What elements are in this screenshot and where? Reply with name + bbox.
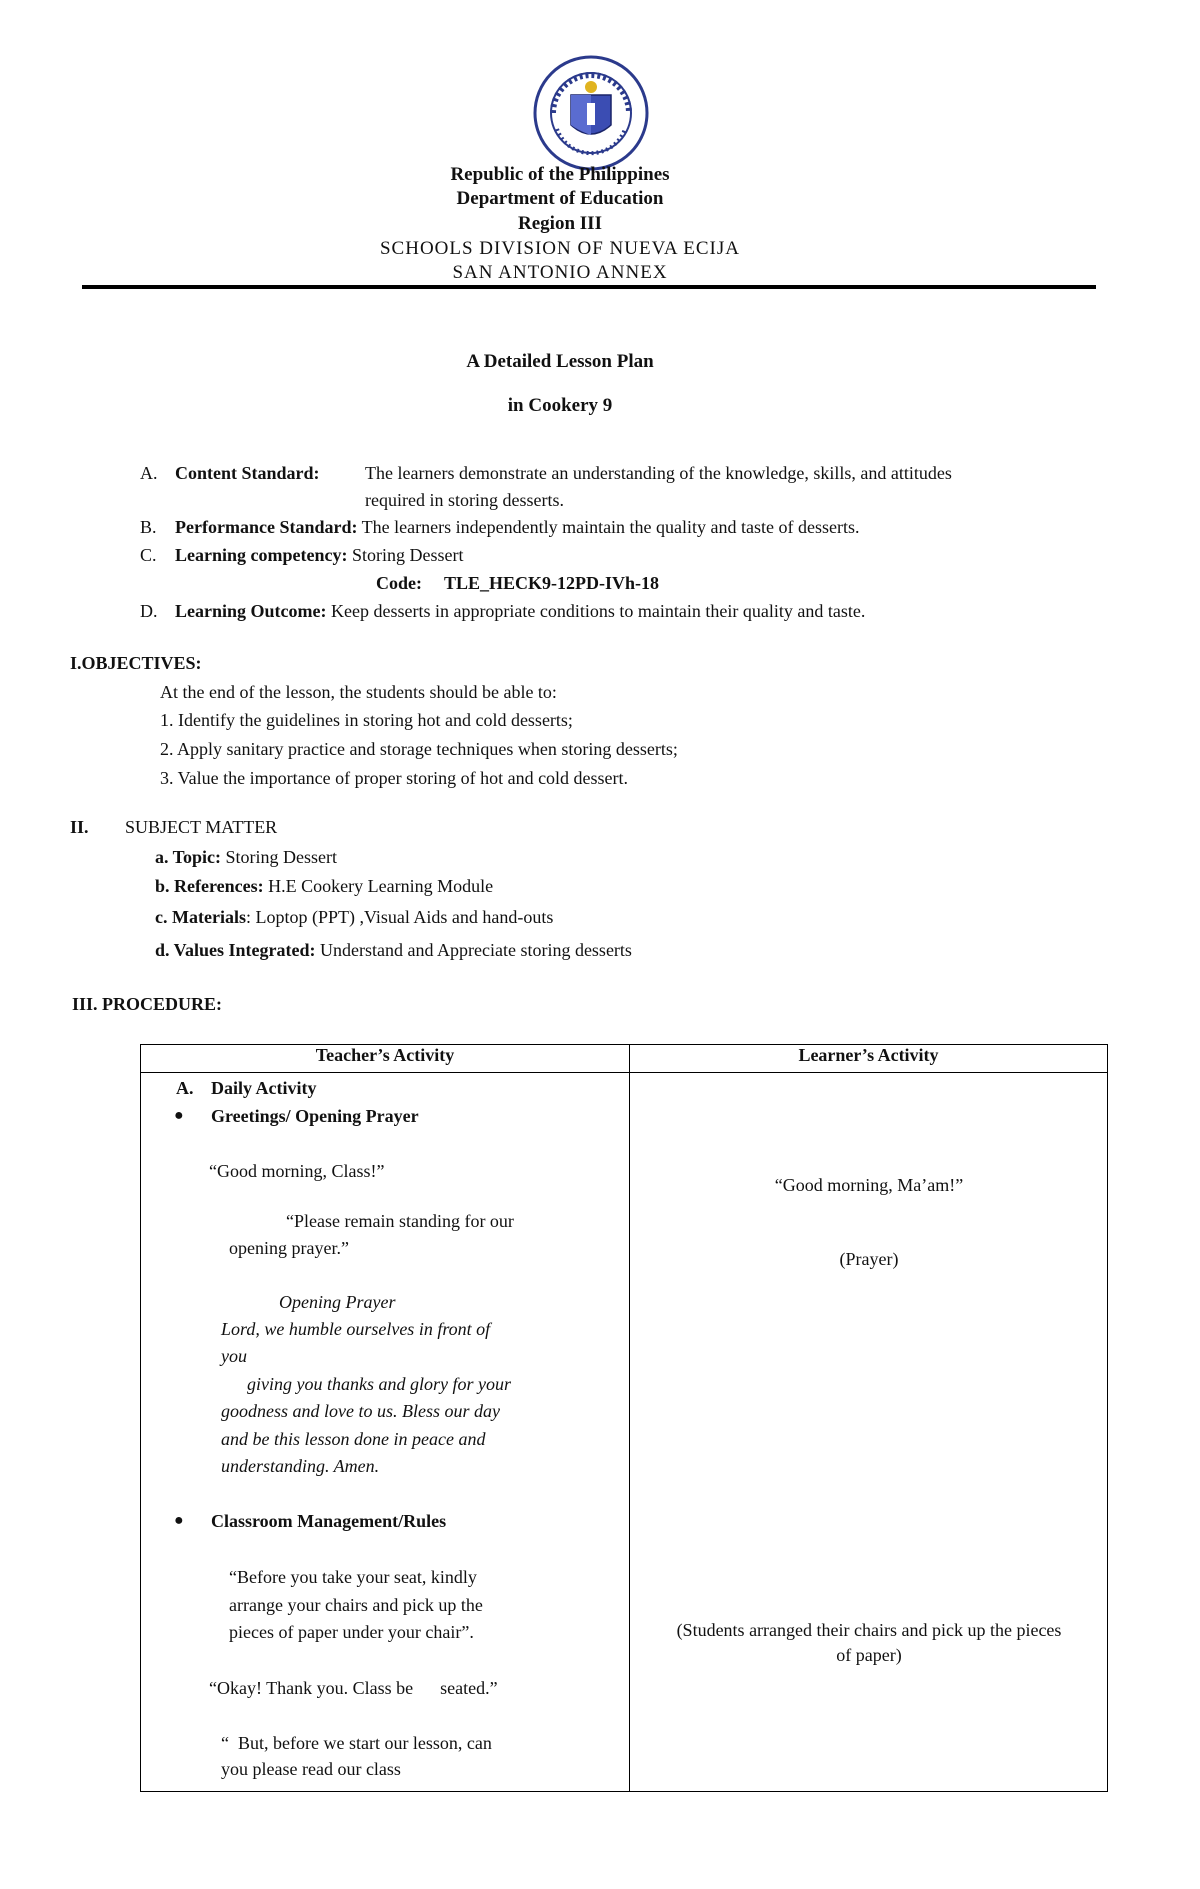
prayer-line: and be this lesson done in peace and: [221, 1429, 486, 1449]
subject-materials: [155, 905, 553, 929]
prayer-line: you: [221, 1346, 247, 1366]
subject-matter-numeral: II.: [70, 817, 89, 837]
greetings-bullet: Greetings/ Opening Prayer: [211, 1106, 419, 1126]
values-label: d. Values Integrated:: [155, 940, 316, 960]
header-division: SCHOOLS DIVISION OF NUEVA ECIJA: [379, 238, 740, 259]
learning-outcome-label: Learning Outcome:: [175, 601, 327, 621]
teacher-activity-header: Teacher’s Activity: [141, 1045, 630, 1073]
header-republic: Republic of the Philippines: [450, 164, 670, 185]
subject-values: [155, 938, 632, 962]
learner-prayer: (Prayer): [839, 1249, 899, 1269]
standard-c-marker: C.: [140, 545, 157, 565]
teacher-before-seat: “Before you take your seat, kindly: [229, 1567, 477, 1587]
header-school: SAN ANTONIO ANNEX: [452, 262, 668, 283]
performance-standard-label: Performance Standard:: [175, 517, 358, 537]
teacher-before-lesson-cont: you please read our class: [221, 1759, 401, 1779]
prayer-line: giving you thanks and glory for your: [247, 1374, 511, 1394]
code-label: Code:: [376, 573, 422, 593]
teacher-activity-cell: [141, 1073, 630, 1792]
learner-activity-header: Learner’s Activity: [630, 1045, 1108, 1073]
objectives-intro: At the end of the lesson, the students should be able to:: [160, 682, 557, 702]
lesson-plan-subject: in Cookery 9: [507, 395, 613, 416]
lesson-plan-title: A Detailed Lesson Plan: [466, 351, 654, 372]
references-label: b. References:: [155, 876, 264, 896]
standard-d-marker: D.: [140, 601, 158, 621]
teacher-before-seat-cont: pieces of paper under your chair”.: [229, 1622, 474, 1642]
standard-b-marker: B.: [140, 517, 157, 537]
objective-item: 1. Identify the guidelines in storing hot and cold desserts;: [160, 710, 573, 730]
content-standard-label: Content Standard:: [175, 463, 320, 483]
objective-item: 2. Apply sanitary practice and storage techniques when storing desserts;: [160, 739, 678, 759]
learning-outcome-text: Keep desserts in appropriate conditions to maintain their quality and taste.: [330, 601, 866, 621]
materials-value: : Loptop (PPT) ,Visual Aids and hand-outs: [245, 907, 554, 927]
subject-matter-heading: SUBJECT MATTER: [125, 817, 278, 837]
materials-label: c. Materials: [155, 907, 246, 927]
teacher-greeting: “Good morning, Class!”: [209, 1161, 385, 1181]
topic-label: a. Topic:: [155, 847, 222, 867]
subject-references: [155, 874, 493, 898]
prayer-line: understanding. Amen.: [221, 1456, 380, 1476]
header-divider: [82, 285, 1096, 289]
teacher-remain-standing-cont: opening prayer.”: [229, 1238, 349, 1258]
section-a-marker: A.: [176, 1078, 194, 1098]
header-region: Region III: [518, 213, 602, 234]
prayer-line: Lord, we humble ourselves in front of: [221, 1319, 491, 1339]
standard-a-marker: A.: [140, 463, 158, 483]
procedure-table: [140, 1044, 1108, 1792]
deped-seal-logo: [533, 55, 649, 171]
procedure-heading: III. PROCEDURE:: [72, 994, 223, 1014]
learner-greeting-reply: “Good morning, Ma’am!”: [774, 1175, 964, 1195]
content-standard-text-cont: required in storing desserts.: [365, 490, 564, 510]
code-value: TLE_HECK9-12PD-IVh-18: [444, 573, 660, 593]
learner-activity-cell: [630, 1073, 1108, 1792]
performance-standard-text: The learners independently maintain the quality and taste of desserts.: [361, 517, 860, 537]
learning-competency-label: Learning competency:: [175, 545, 348, 565]
teacher-before-seat-cont: arrange your chairs and pick up the: [229, 1595, 483, 1615]
learning-competency-text: Storing Dessert: [351, 545, 464, 565]
subject-topic: [155, 845, 337, 869]
daily-activity-label: Daily Activity: [211, 1078, 317, 1098]
topic-value: Storing Dessert: [225, 847, 338, 867]
header-department: Department of Education: [456, 188, 664, 209]
teacher-remain-standing: “Please remain standing for our: [286, 1211, 514, 1231]
prayer-line: goodness and love to us. Bless our day: [221, 1401, 500, 1421]
teacher-okay-seated: “Okay! Thank you. Class be seated.”: [209, 1678, 498, 1698]
teacher-before-lesson: “ But, before we start our lesson, can: [221, 1733, 492, 1753]
opening-prayer-title: Opening Prayer: [279, 1292, 396, 1312]
references-value: H.E Cookery Learning Module: [268, 876, 494, 896]
objective-item: 3. Value the importance of proper storing of hot and cold dessert.: [160, 768, 629, 788]
content-standard-text: The learners demonstrate an understanding of the knowledge, skills, and attitudes: [365, 463, 952, 483]
bullet-icon: ●: [174, 1107, 184, 1124]
learning-outcome: [175, 599, 865, 623]
learner-arranged-chairs: (Students arranged their chairs and pick up the pieces: [676, 1620, 1062, 1640]
objectives-heading: I.OBJECTIVES:: [70, 653, 202, 673]
bullet-icon: ●: [174, 1512, 184, 1529]
learner-arranged-chairs-cont: of paper): [836, 1645, 902, 1665]
values-value: Understand and Appreciate storing desserts: [320, 940, 632, 960]
classroom-management-bullet: Classroom Management/Rules: [211, 1511, 447, 1531]
learning-competency: [175, 543, 463, 567]
performance-standard: [175, 515, 860, 539]
